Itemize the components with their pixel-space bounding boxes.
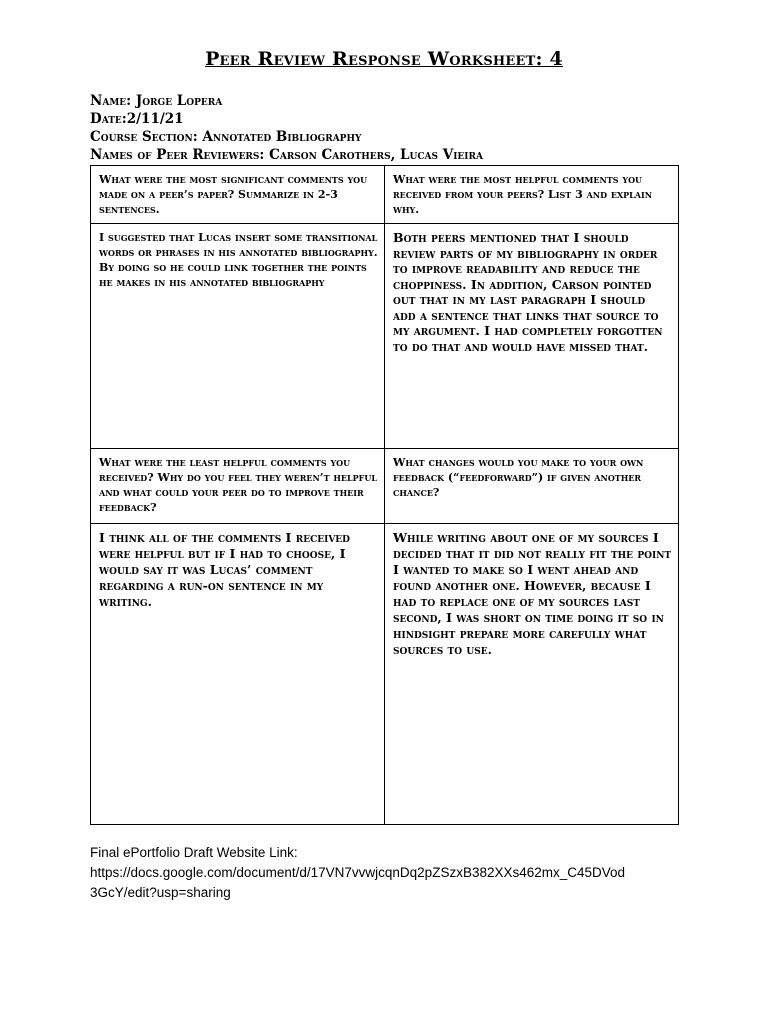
eportfolio-link-label: Final ePortfolio Draft Website Link: xyxy=(90,845,298,860)
question-least-helpful: What were the least helpful comments you received? Why do you feel they weren’t helpful and what could your peer do to improve their feedback? xyxy=(91,449,385,524)
answer-significant-comments: I suggested that Lucas insert some transitional words or phrases in his annotated bibliography. By doing so he could link together the points he makes in his annotated bibliography xyxy=(91,224,385,449)
worksheet-date: Date:2/11/21 xyxy=(90,111,184,127)
eportfolio-link-section xyxy=(90,843,740,903)
eportfolio-link-line1[interactable]: https://docs.google.com/document/d/17VN7vvwjcqnDq2pZSzxB382XXs462mx_C45DVod xyxy=(90,865,626,880)
worksheet-title: Peer Review Response Worksheet: 4 xyxy=(205,48,563,70)
response-table xyxy=(90,165,679,825)
eportfolio-link-line2[interactable]: 3GcY/edit?usp=sharing xyxy=(90,885,231,900)
course-section: Course Section: Annotated Bibliography xyxy=(90,129,362,145)
question-helpful-comments: What were the most helpful comments you received from your peers? List 3 and explain why. xyxy=(385,166,679,224)
worksheet-meta xyxy=(90,92,690,164)
question-feedforward: What changes would you make to your own feedback (“feedforward”) if given another chance? xyxy=(385,449,679,524)
answer-least-helpful: I think all of the comments I received were helpful but if I had to choose, I would say it was Lucas’ comment regarding a run-on sentence in my writing. xyxy=(91,524,385,825)
question-significant-comments: What were the most significant comments you made on a peer’s paper? Summarize in 2-3 sentences. xyxy=(91,166,385,224)
answer-feedforward: While writing about one of my sources I decided that it did not really fit the point I wanted to make so I went ahead and found another one. However, because I had to replace one of my sources last second, I was short on time doing it so in hindsight prepare more carefully what sources to use. xyxy=(385,524,679,825)
answer-helpful-comments: Both peers mentioned that I should review parts of my bibliography in order to improve readability and reduce the choppiness. In addition, Carson pointed out that in my last paragraph I should add a sentence that links that source to my argument. I had completely forgotten to do that and would have missed that. xyxy=(385,224,679,449)
student-name: Name: Jorge Lopera xyxy=(90,93,223,109)
peer-reviewers: Names of Peer Reviewers: Carson Carothers, Lucas Vieira xyxy=(90,147,483,163)
